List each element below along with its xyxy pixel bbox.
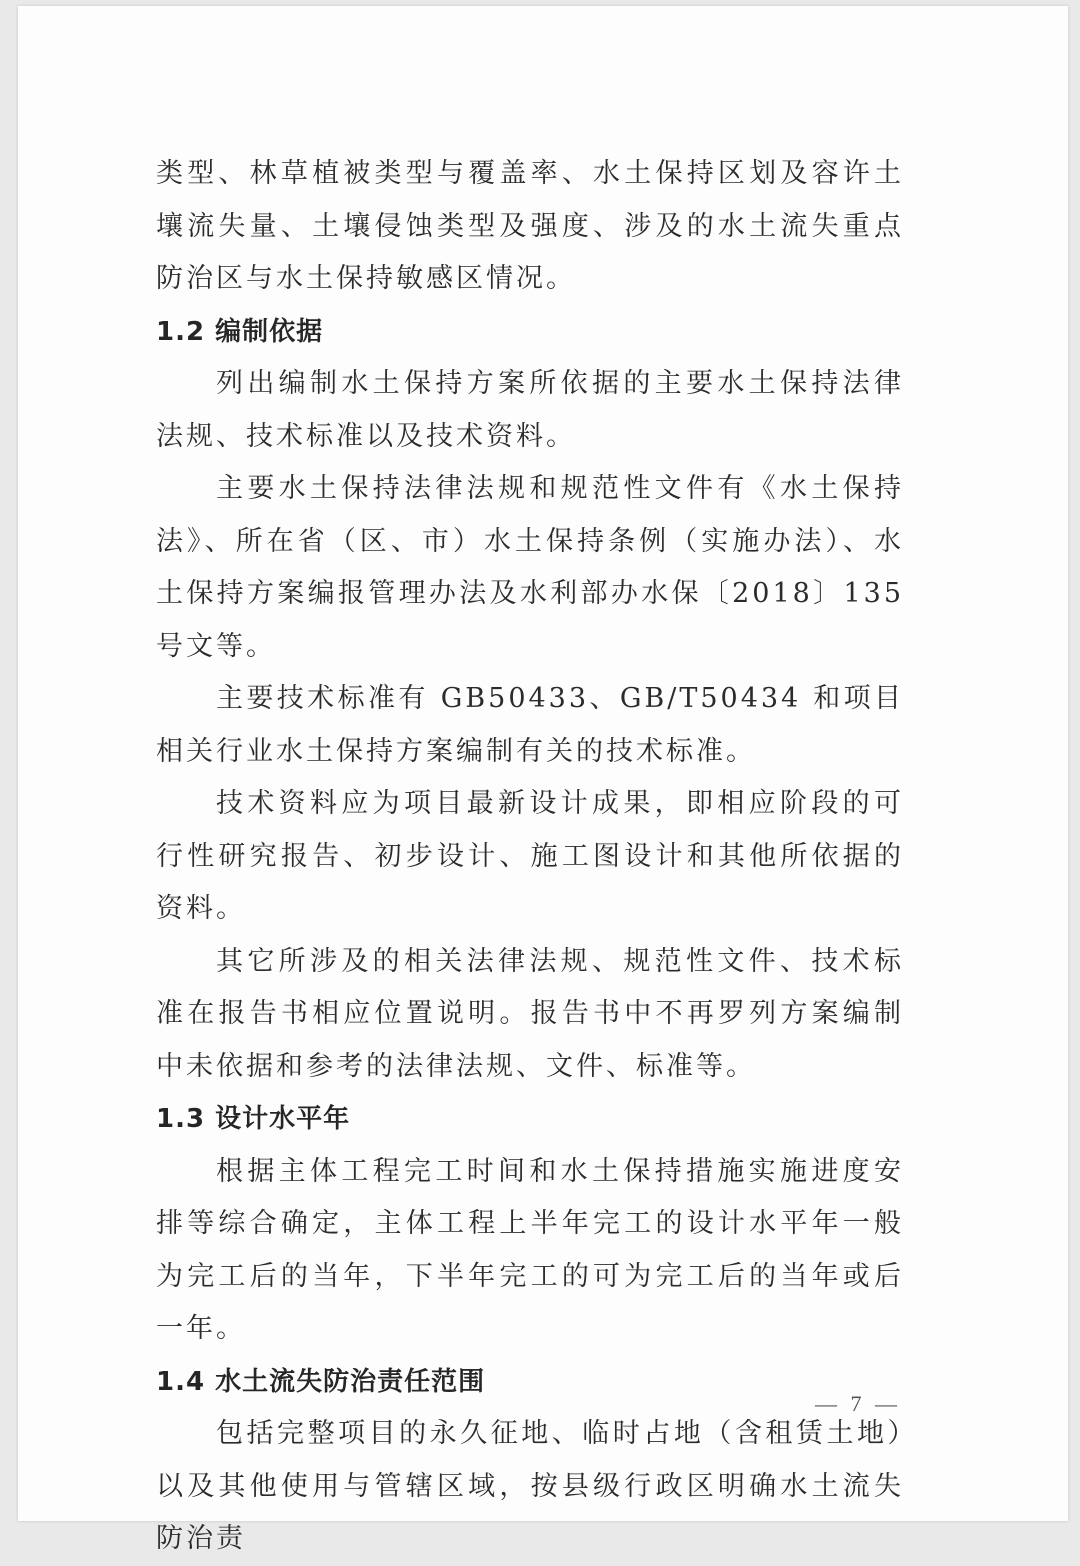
- section-heading-1-4: 1.4 水土流失防治责任范围: [156, 1366, 486, 1397]
- paragraph-design-year: 根据主体工程完工时间和水土保持措施实施进度安排等综合确定，主体工程上半年完工的设计水平年一般为完工后的当年，下半年完工的可为完工后的当年或后一年。: [156, 1155, 904, 1344]
- paragraph-laws: 主要水土保持法律法规和规范性文件有《水土保持法》、所在省（区、市）水土保持条例（实施办法）、水土保持方案编报管理办法及水利部办水保〔2018〕135 号文等。: [156, 473, 904, 662]
- page-number: — 7 —: [815, 1391, 901, 1416]
- paragraph-responsibility-scope: 包括完整项目的永久征地、临时占地（含租赁土地）以及其他使用与管辖区域，按县级行政区明确水土流失防治责: [156, 1418, 904, 1554]
- paragraph-technical-data: 技术资料应为项目最新设计成果，即相应阶段的可行性研究报告、初步设计、施工图设计和其他所依据的资料。: [156, 788, 904, 924]
- paragraph-standards: 主要技术标准有 GB50433、GB/T50434 和项目相关行业水土保持方案编制有关的技术标准。: [156, 683, 904, 767]
- continued-paragraph: 类型、林草植被类型与覆盖率、水土保持区划及容许土壤流失量、土壤侵蚀类型及强度、涉及的水土流失重点防治区与水土保持敏感区情况。: [156, 158, 904, 294]
- page-body: [156, 148, 904, 1566]
- section-heading-1-2: 1.2 编制依据: [156, 316, 324, 347]
- document-page: [18, 6, 1068, 1554]
- section-heading-1-3: 1.3 设计水平年: [156, 1104, 351, 1134]
- paragraph-basis-intro: 列出编制水土保持方案所依据的主要水土保持法律法规、技术标准以及技术资料。: [156, 368, 904, 452]
- paragraph-other-regulations: 其它所涉及的相关法律法规、规范性文件、技术标准在报告书相应位置说明。报告书中不再罗列方案编制中未依据和参考的法律法规、文件、标准等。: [156, 945, 904, 1082]
